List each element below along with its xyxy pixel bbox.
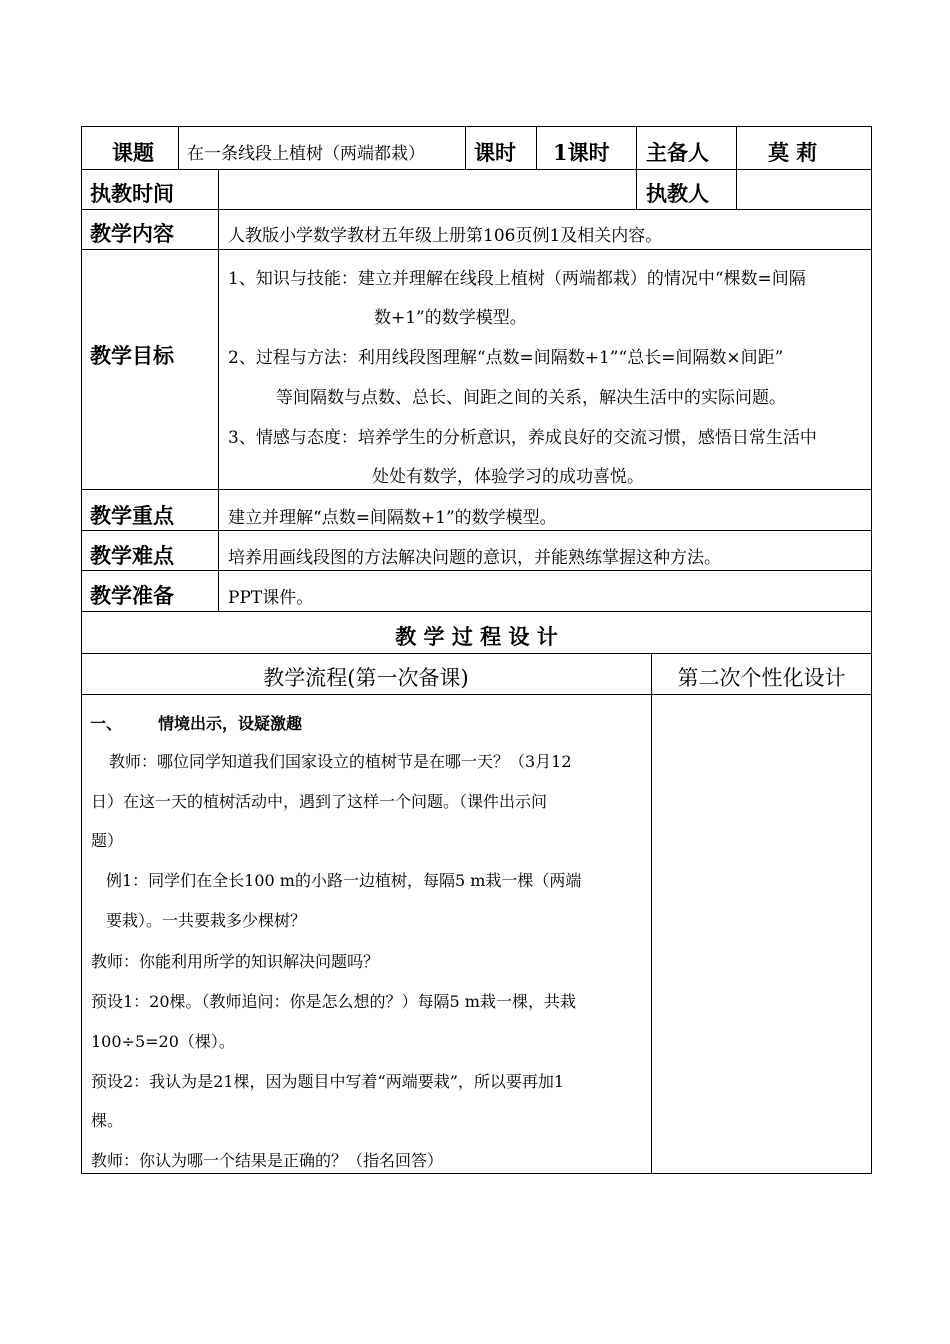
teach-time-label: 执教时间: [90, 181, 174, 206]
process-line: 100÷5=20（棵）。: [91, 1032, 235, 1051]
process-line: 日）在这一天的植树活动中，遇到了这样一个问题。（课件出示问: [91, 792, 548, 811]
objective-line: 3、情感与态度：培养学生的分析意识，养成良好的交流习惯，感悟日常生活中: [228, 428, 817, 448]
topic-value: 在一条线段上植树（两端都栽）: [187, 144, 425, 164]
topic-label: 课题: [112, 140, 154, 165]
teacher-label: 执教人: [646, 181, 709, 206]
preparer-label: 主备人: [646, 140, 709, 165]
difficulty-label: 教学难点: [90, 543, 174, 568]
process-line: 题）: [91, 831, 124, 850]
preparation-label: 教学准备: [90, 583, 174, 608]
objective-line: 数+1”的数学模型。: [374, 308, 527, 328]
objectives-label: 教学目标: [90, 343, 174, 368]
rule: [178, 126, 179, 169]
content-label: 教学内容: [90, 221, 174, 246]
rule: [465, 126, 466, 169]
objective-line: 1、知识与技能：建立并理解在线段上植树（两端都栽）的情况中“棵数=间隔: [228, 269, 806, 289]
objective-line: 等间隔数与点数、总长、间距之间的关系，解决生活中的实际问题。: [276, 388, 786, 408]
rule: [636, 126, 637, 209]
section-title: 情境出示，设疑激趣: [158, 714, 303, 733]
process-col2-header: 第二次个性化设计: [677, 666, 846, 690]
period-label: 课时: [474, 140, 516, 165]
objective-line: 2、过程与方法：利用线段图理解“点数=间隔数+1”“总长=间隔数×间距”: [228, 348, 784, 368]
rule: [81, 169, 872, 170]
rule: [218, 169, 219, 611]
rule: [81, 249, 872, 250]
rule: [81, 694, 872, 695]
process-col1-header: 教学流程(第一次备课): [263, 666, 469, 690]
rule: [536, 126, 537, 169]
process-line: 教师：哪位同学知道我们国家设立的植树节是在哪一天？（3月12: [109, 752, 572, 771]
process-line: 要栽）。一共要栽多少棵树？: [106, 911, 307, 930]
period-value: 1课时: [553, 140, 610, 165]
content-value: 人教版小学数学教材五年级上册第106页例1及相关内容。: [228, 226, 663, 246]
key-point-label: 教学重点: [90, 503, 174, 528]
difficulty-value: 培养用画线段图的方法解决问题的意识，并能熟练掌握这种方法。: [228, 548, 721, 568]
process-line: 预设1：20棵。（教师追问：你是怎么想的？）每隔5 m栽一棵，共栽: [91, 992, 576, 1011]
preparer-value: 莫 莉: [768, 140, 818, 165]
rule: [81, 570, 872, 571]
rule: [81, 126, 872, 127]
preparation-value: PPT课件。: [228, 588, 314, 608]
rule: [81, 611, 872, 612]
key-point-value: 建立并理解“点数=间隔数+1”的数学模型。: [228, 508, 557, 528]
process-line: 预设2：我认为是21棵，因为题目中写着“两端要栽”，所以要再加1: [91, 1072, 565, 1091]
rule: [736, 126, 737, 209]
rule: [81, 209, 872, 210]
process-title: 教 学 过 程 设 计: [395, 624, 558, 649]
rule: [651, 653, 652, 1173]
process-line: 棵。: [91, 1111, 124, 1130]
section-number: 一、: [90, 714, 123, 733]
objective-line: 处处有数学，体验学习的成功喜悦。: [372, 467, 644, 487]
rule: [81, 1173, 872, 1174]
process-line: 教师：你能利用所学的知识解决问题吗？: [91, 952, 380, 971]
rule: [81, 489, 872, 490]
process-line: 例1：同学们在全长100 m的小路一边植树，每隔5 m栽一棵（两端: [106, 871, 582, 890]
rule: [81, 530, 872, 531]
rule: [81, 653, 872, 654]
process-line: 教师：你认为哪一个结果是正确的？（指名回答）: [91, 1151, 444, 1170]
